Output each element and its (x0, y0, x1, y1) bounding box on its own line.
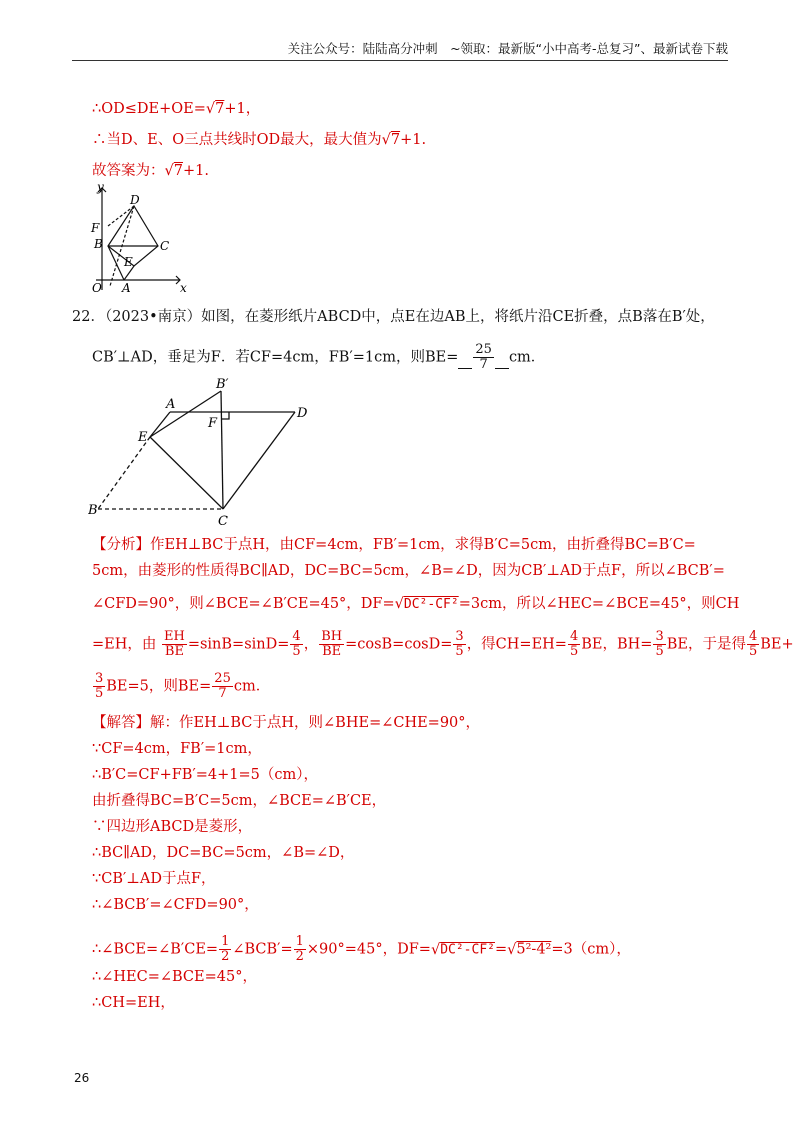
fraction (319, 630, 344, 659)
radicand: 5²-4² (516, 941, 552, 958)
solution-line-10: ∴∠HEC=∠BCE=45°， (92, 969, 257, 985)
radicand: DC²-CF² (440, 942, 495, 958)
fraction-numerator: 4 (748, 629, 758, 644)
fig1-label-d: D (130, 193, 140, 207)
analysis-text-4b: =sinB=sinD= (187, 636, 290, 653)
fraction-numerator: 1 (221, 934, 230, 949)
fraction (294, 935, 306, 964)
solution-text-9c: ×90°=45°，DF= (306, 941, 431, 958)
answer-denominator: 7 (479, 357, 488, 372)
fig2-label-f: F (208, 416, 218, 431)
prev-line-2-prefix: ∴当D、E、O三点共线时OD最大，最大值为 (92, 132, 382, 148)
solution-text-1: 解：作EH⊥BC于点H，则∠BHE=∠CHE=90°， (150, 715, 481, 731)
analysis-text-4f: BE，BH= (581, 636, 653, 653)
fraction-denominator: 5 (455, 644, 464, 659)
sqrt-sign: √ (507, 941, 517, 958)
fraction-numerator: 4 (292, 629, 301, 644)
sqrt-sign: √ (205, 101, 216, 117)
radicand: 7 (173, 163, 183, 179)
fraction (212, 672, 233, 701)
fig2-label-d: D (297, 406, 308, 421)
fig1-label-x: x (180, 281, 187, 295)
fig1-label-y: y (97, 180, 104, 194)
fraction-numerator: 3 (95, 671, 104, 686)
fraction-numerator: 4 (569, 629, 579, 644)
fraction-numerator: EH (164, 629, 185, 644)
solution-line-1 (92, 713, 480, 733)
analysis-text-3b: =3cm，所以∠HEC=∠BCE=45°，则CH (458, 596, 740, 612)
figure-1-coordinate-rhombus (88, 180, 198, 296)
problem-text-2a: CB′⊥AD，垂足为F．若CF=4cm，FB′=1cm，则BE= (92, 349, 459, 366)
problem-number: 22． (72, 309, 105, 325)
fig1-label-b: B (94, 237, 103, 251)
radicand: DC²-CF² (403, 597, 459, 612)
fig1-label-a: A (122, 281, 131, 295)
analysis-text-4c: ， (303, 636, 319, 653)
problem-text-2b: cm． (508, 349, 546, 366)
sqrt-sign: √ (430, 941, 441, 958)
radicand: 7 (215, 101, 225, 117)
analysis-text-4g: BE，于是得 (666, 636, 746, 653)
analysis-text-4h: BE+ (760, 636, 794, 653)
sqrt-sign: √ (164, 163, 174, 179)
prev-line-2-suffix: +1. (400, 132, 427, 148)
sqrt-sign: √ (394, 596, 404, 612)
prev-line-2 (92, 130, 426, 150)
solution-line-8: ∴∠BCB′=∠CFD=90°， (92, 897, 259, 913)
prev-line-3-suffix: +1. (182, 163, 209, 179)
fraction-denominator: BE (322, 644, 342, 659)
problem-line-2 (92, 343, 545, 372)
solution-line-9 (92, 935, 631, 964)
fig2-label-c: C (218, 514, 228, 529)
analysis-text-3a: ∠CFD=90°，则∠BCE=∠B′CE=45°，DF= (92, 596, 395, 612)
fraction-denominator: 5 (292, 644, 301, 659)
fraction (568, 630, 580, 659)
solution-line-5: ∵四边形ABCD是菱形， (92, 819, 253, 835)
analysis-text-4d: =cosB=cosD= (345, 636, 453, 653)
analysis-line-3 (92, 594, 739, 615)
analysis-text-4e: ，得CH=EH= (466, 636, 567, 653)
analysis-text-1: 作EH⊥BC于点H，由CF=4cm，FB′=1cm，求得B′C=5cm，由折叠得BC=B′C= (150, 537, 696, 553)
fraction (290, 630, 302, 659)
prev-line-3 (92, 161, 209, 181)
solution-text-9e: =3（cm）， (551, 941, 631, 958)
solution-tag: 【解答】 (92, 715, 150, 731)
prev-line-1-prefix: ∴OD≤DE+OE= (92, 101, 206, 117)
fraction (653, 630, 665, 659)
solution-line-6: ∴BC∥AD，DC=BC=5cm，∠B=∠D， (92, 845, 355, 861)
analysis-text-5b: cm． (233, 678, 271, 695)
analysis-text-4a: =EH，由 (92, 636, 157, 653)
fraction (747, 630, 759, 659)
solution-text-9d: = (494, 941, 508, 958)
prev-line-1-suffix: +1， (224, 101, 261, 117)
analysis-line-5 (92, 672, 270, 701)
analysis-line-4 (92, 630, 794, 659)
analysis-line-1 (92, 535, 696, 555)
prev-line-3-prefix: 故答案为： (92, 163, 165, 179)
fraction (453, 630, 465, 659)
fraction-denominator: 7 (218, 686, 227, 701)
fig2-label-e: E (138, 430, 148, 445)
page-number: 26 (74, 1071, 90, 1085)
fraction-denominator: 5 (748, 644, 758, 659)
analysis-tag: 【分析】 (92, 537, 150, 553)
fraction (93, 672, 105, 701)
analysis-line-2 (92, 561, 725, 581)
sqrt-sign: √ (381, 132, 391, 148)
solution-line-7: ∵CB′⊥AD于点F， (92, 871, 216, 887)
fraction-denominator: 5 (95, 686, 104, 701)
fraction-numerator: 3 (655, 629, 664, 644)
fraction-denominator: 2 (295, 949, 304, 964)
fraction-denominator: 5 (655, 644, 664, 659)
fig2-label-bprime: B′ (216, 377, 229, 392)
fraction (162, 630, 187, 659)
fig2-label-a: A (166, 397, 176, 412)
fraction-numerator: 3 (455, 629, 464, 644)
analysis-text-2: 5cm，由菱形的性质得BC∥AD，DC=BC=5cm，∠B=∠D，因为CB′⊥AD于点F，所以∠BCB′= (92, 563, 725, 579)
problem-line-1 (72, 307, 715, 327)
fraction (219, 935, 231, 964)
radicand: 7 (390, 132, 401, 148)
problem-source: （2023•南京） (104, 309, 202, 325)
fraction-denominator: 2 (221, 949, 230, 964)
fraction-denominator: BE (164, 644, 184, 659)
fig1-label-e: E (124, 255, 133, 269)
solution-line-4: 由折叠得BC=B′C=5cm，∠BCE=∠B′CE， (92, 793, 387, 809)
figure-2-folded-rhombus (88, 375, 318, 530)
solution-text-9b: ∠BCB′= (232, 941, 293, 958)
fraction-numerator: 25 (214, 671, 231, 686)
solution-text-9a: ∴∠BCE=∠B′CE= (92, 941, 219, 958)
solution-line-2: ∵CF=4cm，FB′=1cm， (92, 741, 262, 757)
fig2-label-b: B (88, 503, 98, 518)
fig1-label-c: C (160, 239, 170, 253)
fig1-label-f: F (91, 221, 100, 235)
fraction-denominator: 5 (569, 644, 579, 659)
answer-fraction (473, 343, 494, 372)
solution-line-3: ∴B′C=CF+FB′=4+1=5（cm）， (92, 767, 318, 783)
page-header (72, 38, 728, 61)
problem-text-1: 如图，在菱形纸片ABCD中，点E在边AB上，将纸片沿CE折叠，点B落在B′处， (201, 309, 715, 325)
answer-numerator: 25 (475, 342, 492, 357)
header-text: 关注公众号：陆陆高分冲刺 ~领取：最新版“小中高考-总复习”、最新试卷下载 (287, 41, 728, 56)
fraction-numerator: BH (321, 629, 343, 644)
analysis-text-5a: BE=5，则BE= (106, 678, 212, 695)
prev-line-1 (92, 99, 260, 119)
fraction-numerator: 1 (295, 934, 304, 949)
fig1-label-o: O (92, 281, 102, 295)
solution-line-11: ∴CH=EH， (92, 995, 175, 1011)
